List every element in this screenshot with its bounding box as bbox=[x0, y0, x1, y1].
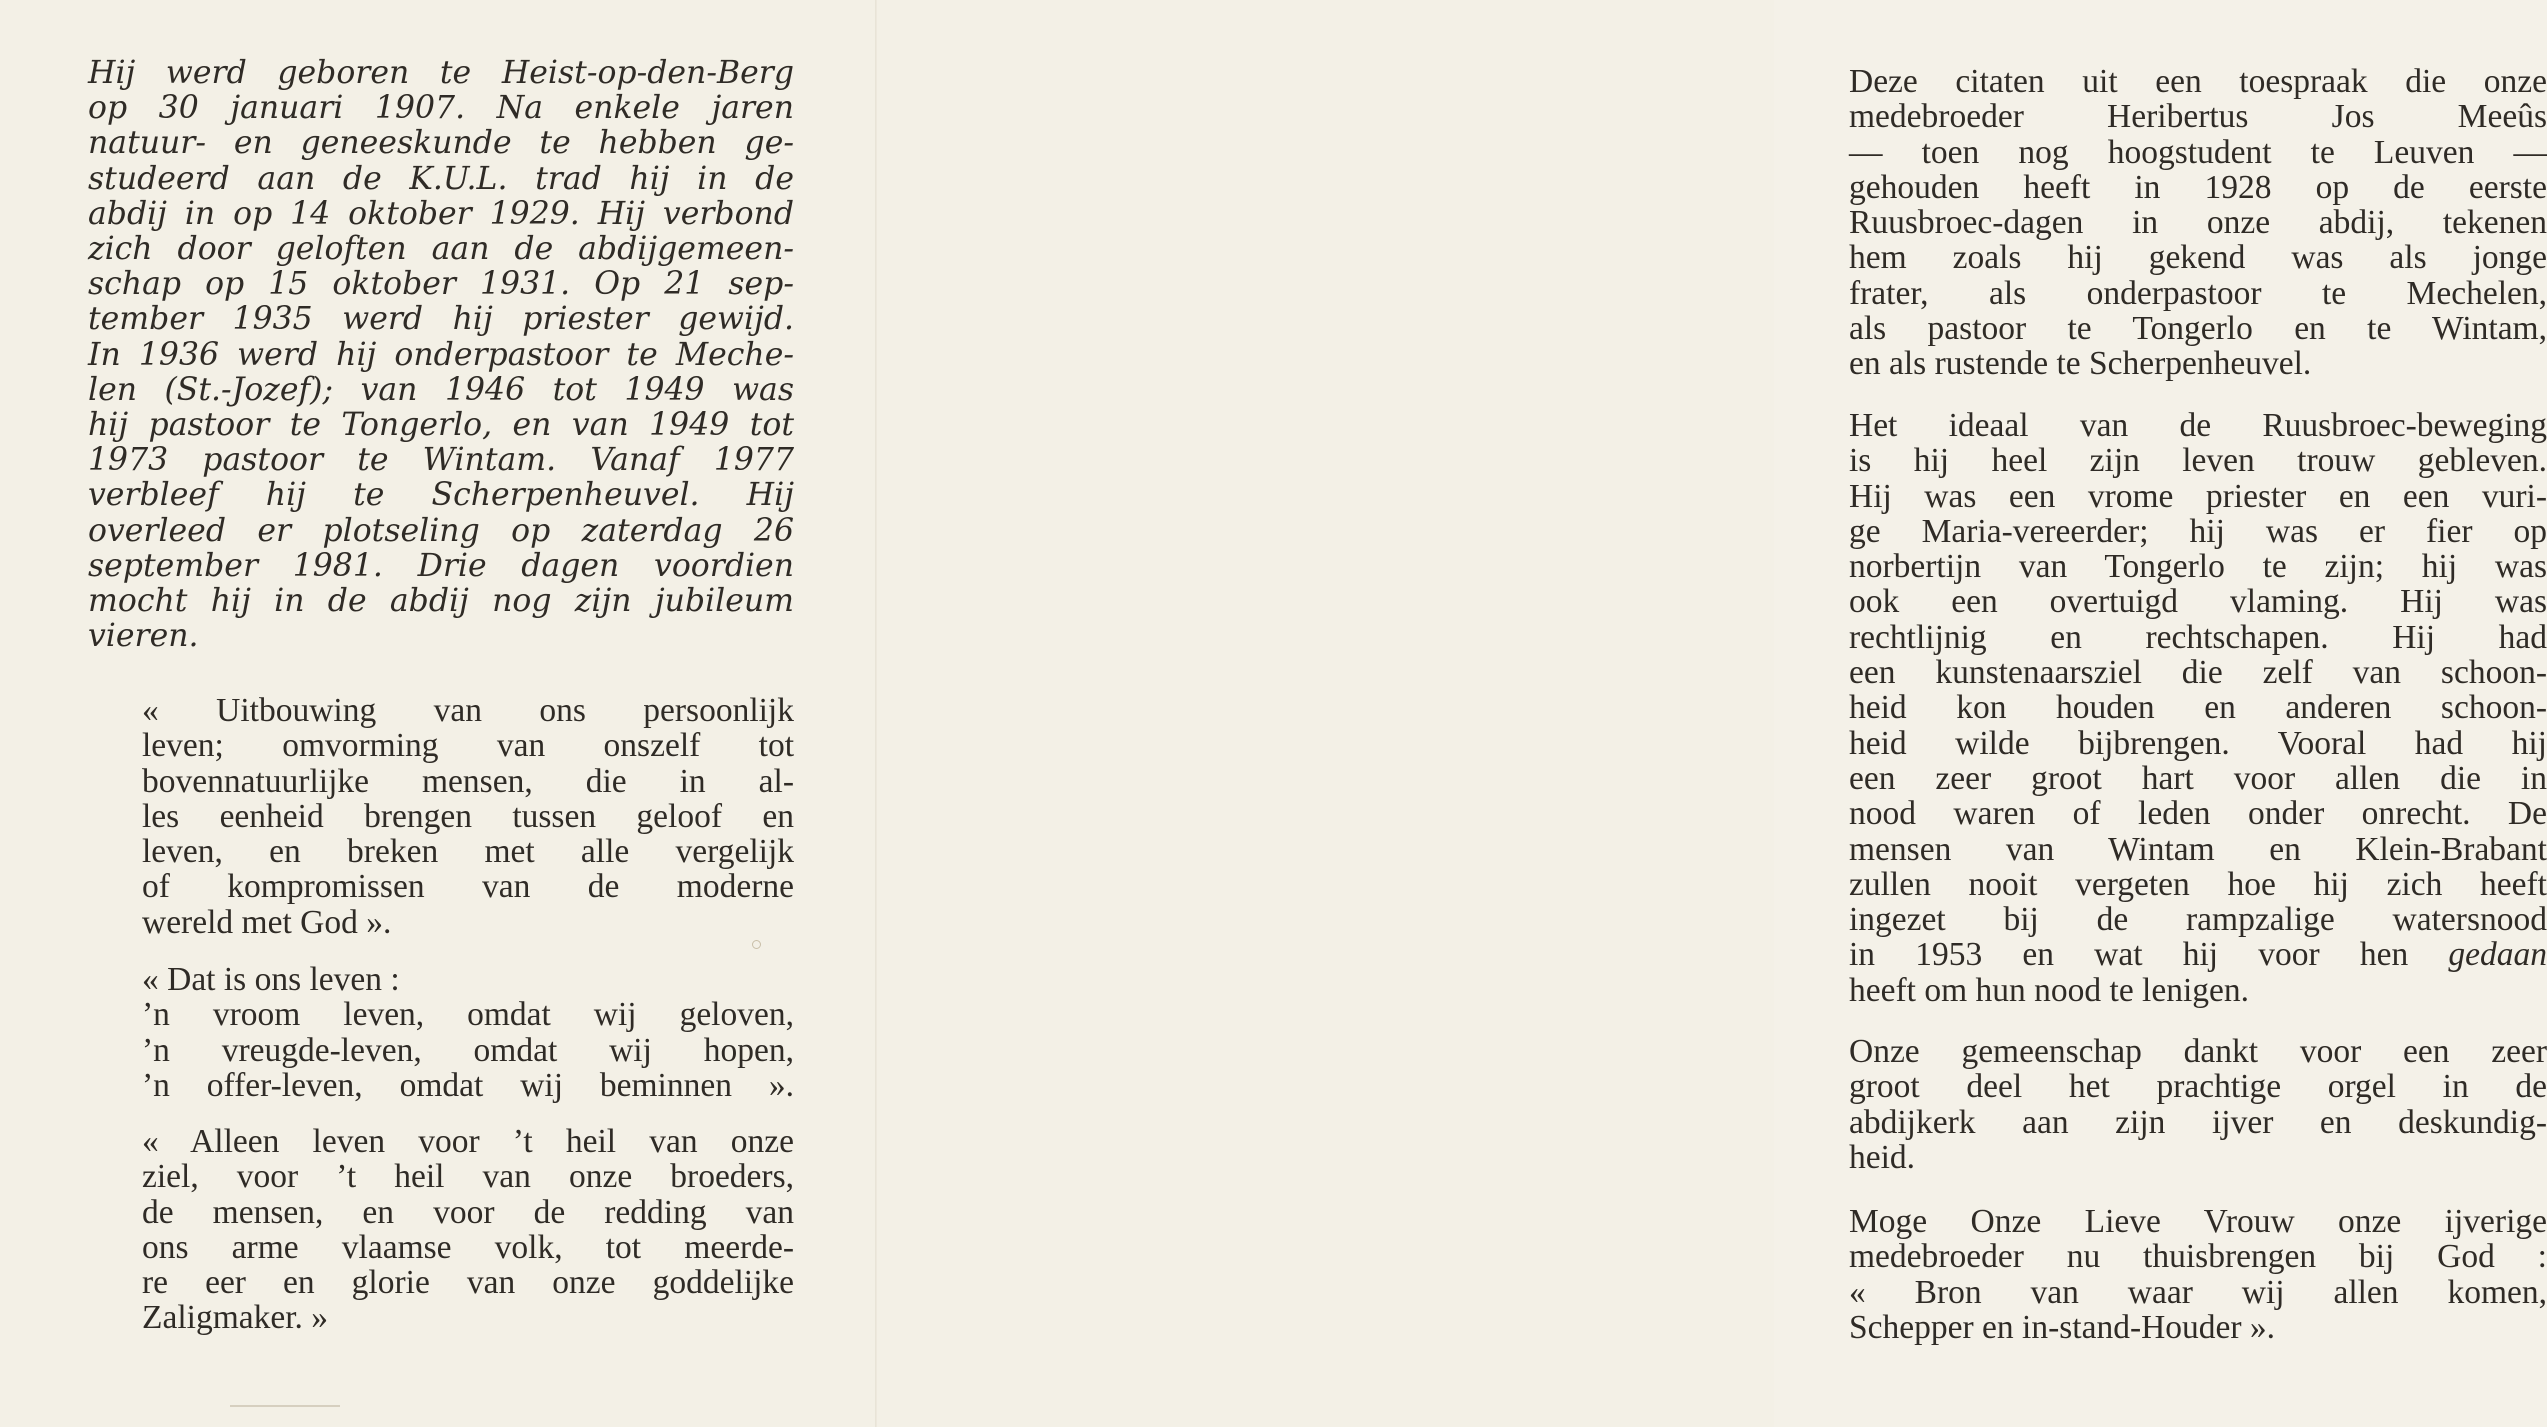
quote-line: ziel, voor ’t heil van onze broeders, bbox=[142, 1158, 794, 1196]
quote-uitbouwing bbox=[142, 693, 794, 940]
paragraph-line: zullen nooit vergeten hoe hij zich heeft bbox=[1849, 865, 2547, 903]
paragraph-text: in 1953 en wat hij voor hen bbox=[1849, 936, 2409, 974]
paragraph-line: gehouden heeft in 1928 op de eerste bbox=[1849, 168, 2547, 206]
paragraph-line: heid kon houden en anderen schoon- bbox=[1849, 689, 2547, 727]
paragraph-line: norbertijn van Tongerlo te zijn; hij was bbox=[1849, 548, 2547, 586]
bio-line: verbleef hij te Scherpenheuvel. Hij bbox=[88, 477, 794, 514]
quote-line: of kompromissen van de moderne bbox=[142, 868, 794, 906]
paragraph-line: als pastoor te Tongerlo en te Wintam, bbox=[1849, 310, 2547, 348]
quote-alleen-leven bbox=[142, 1124, 794, 1336]
quote-line: « Alleen leven voor ’t heil van onze bbox=[142, 1123, 794, 1160]
paragraph-line: Het ideaal van de Ruusbroec-beweging bbox=[1849, 407, 2547, 444]
left-page bbox=[0, 0, 875, 1427]
quote-line: ons arme vlaamse volk, tot meerde- bbox=[142, 1228, 794, 1266]
quote-line: re eer en glorie van onze goddelijke bbox=[142, 1264, 794, 1302]
bio-line: natuur- en geneeskunde te hebben ge- bbox=[88, 125, 794, 162]
quote-line: wereld met God ». bbox=[142, 903, 392, 941]
quote-ons-leven bbox=[142, 962, 794, 1103]
bio-line: zich door geloften aan de abdijgemeen- bbox=[88, 231, 794, 268]
paragraph-gebed bbox=[1849, 1204, 2547, 1345]
paragraph-line: Ruusbroec-dagen in onze abdij, tekenen bbox=[1849, 204, 2547, 242]
paragraph-line: abdijkerk aan zijn ijver en deskundig- bbox=[1849, 1103, 2547, 1141]
italic-word: gedaan bbox=[2448, 936, 2547, 974]
paragraph-line: ge Maria-vereerder; hij was er fier op bbox=[1849, 512, 2547, 550]
bio-line: mocht hij in de abdij nog zijn jubileum bbox=[88, 583, 794, 620]
paragraph-ideaal bbox=[1849, 408, 2547, 1008]
bio-line: september 1981. Drie dagen voordien bbox=[88, 547, 794, 584]
paragraph-line: rechtlijnig en rechtschapen. Hij had bbox=[1849, 618, 2547, 656]
paragraph-line: is hij heel zijn leven trouw gebleven. bbox=[1849, 442, 2547, 480]
page-edge-mark bbox=[230, 1405, 340, 1407]
paragraph-line: ook een overtuigd vlaming. Hij was bbox=[1849, 583, 2547, 621]
quote-line: ’n vreugde-leven, omdat wij hopen, bbox=[142, 1031, 794, 1069]
bio-line: abdij in op 14 oktober 1929. Hij verbond bbox=[88, 195, 794, 232]
paragraph-line: nood waren of leden onder onrecht. De bbox=[1849, 795, 2547, 833]
quote-line: ’n offer-leven, omdat wij beminnen ». bbox=[142, 1066, 794, 1104]
paper-speck bbox=[752, 940, 761, 949]
bio-line: vieren. bbox=[88, 618, 199, 655]
paragraph-line: Onze gemeenschap dankt voor een zeer bbox=[1849, 1033, 2547, 1070]
bio-line: tember 1935 werd hij priester gewijd. bbox=[88, 301, 794, 338]
biography-text bbox=[88, 56, 794, 654]
paragraph-line: groot deel het prachtige orgel in de bbox=[1849, 1068, 2547, 1106]
bio-line: Hij werd geboren te Heist-op-den-Berg bbox=[88, 55, 794, 91]
paragraph-line: Hij was een vrome priester en een vuri- bbox=[1849, 477, 2547, 515]
quote-line: leven; omvorming van onszelf tot bbox=[142, 727, 794, 765]
paragraph-line: ingezet bij de rampzalige watersnood bbox=[1849, 901, 2547, 939]
quote-line: de mensen, en voor de redding van bbox=[142, 1193, 794, 1231]
paragraph-citaten bbox=[1849, 64, 2547, 382]
quote-line: Zaligmaker. » bbox=[142, 1299, 329, 1337]
quote-line: ’n vroom leven, omdat wij geloven, bbox=[142, 996, 794, 1034]
bio-line: len (St.-Jozef); van 1946 tot 1949 was bbox=[88, 371, 794, 408]
bio-line: studeerd aan de K.U.L. trad hij in de bbox=[88, 160, 794, 197]
paragraph-line-mixed bbox=[1849, 937, 2547, 972]
paragraph-line: mensen van Wintam en Klein-Brabant bbox=[1849, 830, 2547, 868]
paragraph-line: heeft om hun nood te lenigen. bbox=[1849, 971, 2250, 1009]
paragraph-line: hem zoals hij gekend was als jonge bbox=[1849, 239, 2547, 277]
bio-line: hij pastoor te Tongerlo, en van 1949 tot bbox=[88, 407, 794, 444]
paragraph-line: Moge Onze Lieve Vrouw onze ijverige bbox=[1849, 1203, 2547, 1240]
bio-line: op 30 januari 1907. Na enkele jaren bbox=[88, 90, 794, 127]
paragraph-line: frater, als onderpastoor te Mechelen, bbox=[1849, 274, 2547, 312]
paragraph-line: Deze citaten uit een toespraak die onze bbox=[1849, 63, 2547, 100]
paragraph-line: heid wilde bijbrengen. Vooral had hij bbox=[1849, 724, 2547, 762]
right-page bbox=[877, 0, 2547, 1427]
paragraph-line: medebroeder nu thuisbrengen bij God : bbox=[1849, 1238, 2547, 1276]
quote-line: leven, en breken met alle vergelijk bbox=[142, 833, 794, 871]
quote-line: bovennatuurlijke mensen, die in al- bbox=[142, 762, 794, 800]
paragraph-line: heid. bbox=[1849, 1138, 1916, 1176]
bio-line: overleed er plotseling op zaterdag 26 bbox=[88, 512, 794, 549]
quote-line: « Dat is ons leven : bbox=[142, 961, 400, 998]
paragraph-orgel bbox=[1849, 1034, 2547, 1175]
paragraph-line: en als rustende te Scherpenheuvel. bbox=[1849, 345, 2312, 383]
paragraph-line: een zeer groot hart voor allen die in bbox=[1849, 759, 2547, 797]
paragraph-line: — toen nog hoogstudent te Leuven — bbox=[1849, 133, 2547, 171]
paragraph-line: « Bron van waar wij allen komen, bbox=[1849, 1273, 2547, 1311]
bio-line: 1973 pastoor te Wintam. Vanaf 1977 bbox=[88, 442, 794, 479]
quote-line: « Uitbouwing van ons persoonlijk bbox=[142, 692, 794, 729]
bio-line: In 1936 werd hij onderpastoor te Meche- bbox=[88, 336, 794, 373]
quote-line: les eenheid brengen tussen geloof en bbox=[142, 797, 794, 835]
bio-line: schap op 15 oktober 1931. Op 21 sep- bbox=[88, 266, 794, 303]
paragraph-line: medebroeder Heribertus Jos Meeûs bbox=[1849, 98, 2547, 136]
paragraph-line: Schepper en in-stand-Houder ». bbox=[1849, 1308, 2276, 1346]
paragraph-line: een kunstenaarsziel die zelf van schoon- bbox=[1849, 654, 2547, 692]
